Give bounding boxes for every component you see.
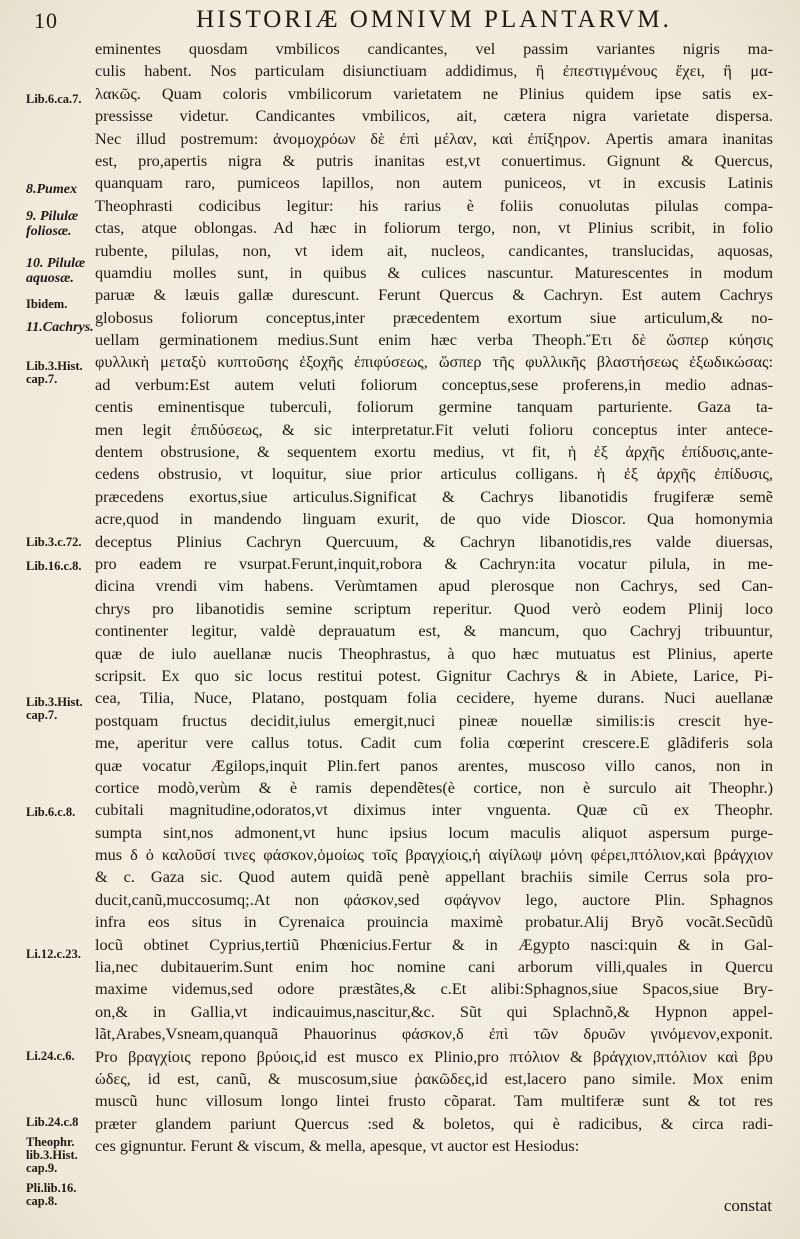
text-line: globosus foliorum conceptus,inter præcedentem exortum siue articulum,& no-	[95, 307, 773, 327]
text-line: scripsit. Ex quo sic locus restitui potest. Gignitur Cachrys & in Abiete, Larice, Pi-	[95, 665, 773, 685]
margin-note: Li.12.c.23.	[26, 947, 81, 961]
text-line: ces gignuntur. Ferunt & viscum, & mella, apesque, vt auctor est Hesiodus:	[95, 1136, 580, 1156]
margin-note: Li.24.c.6.	[26, 1049, 75, 1063]
text-line: Theophrasti codicibus legitur: his rarius è foliis conuolutas pilulas compa-	[95, 195, 773, 215]
text-line: mus δ ὀ καλοῦσί τινες φάσκον,ὁμοίως τοῖς βραγχίοις,ἡ αἰγίλωψ μόνη φέρει,πτόλιον,καὶ βράγχιον	[95, 845, 773, 865]
text-line: uellam germinationem medius.Sunt enim hæc verba Theoph.Ἔτι δὲ ὥσπερ κύησις	[95, 330, 773, 350]
margin-note: Lib.3.c.72.	[26, 535, 82, 549]
text-line: cedens obstrusio, vt loquitur, siue prior articulus colligans. ἡ ἐξ ἀρχῆς ἐπίδυσις,	[95, 464, 773, 484]
text-line: Nec illud postremum: ἀνομοχρόων δὲ ἐπὶ μέλαν, καὶ ἐπίξηρον. Apertis amara inanitas	[95, 128, 773, 148]
margin-note: Lib.3.Hist. cap.7.	[26, 695, 83, 722]
text-line: cea, Tilia, Nuce, Platano, postquam folia cecidere, hyeme durans. Nuci auellanæ	[95, 688, 773, 708]
text-line: rubente, pilulas, non, vt idem ait, nucleos, candicantes, translucidas, aquosas,	[95, 240, 773, 260]
margin-note: 10. Pilulæ aquosæ.	[26, 256, 86, 286]
text-line: ctas, atque oblongas. Ad hæc in foliorum tergo, non, vt Plinius scribit, in folio	[95, 218, 773, 238]
text-line: φυλλικὴ μεταξὺ κυπτοῦσης ἐξοχῆς ἐπιφύσεως, ὥσπερ τῆς φυλλικῆς βλαστήσεως ἐξωδικώσας:	[95, 352, 773, 372]
text-line: muscũ hunc villosum longo lintei frusto cõparat. Tam multiferæ sunt & tot res	[95, 1091, 773, 1111]
margin-note: Lib.24.c.8	[26, 1115, 79, 1129]
text-line: acre,quod in mandendo linguam exurit, de quo vide Dioscor. Qua homonymia	[95, 509, 773, 529]
text-line: infra eos situs in Cyrenaica prouincia maximè probatur.Alij Bryõ vocãt.Secũdũ	[95, 912, 773, 932]
margin-note: Lib.16.c.8.	[26, 559, 82, 573]
text-line: maxime videmus,sed odore præstãtes,& c.Et alibi:Sphagnos,siue Spacos,siue Bry-	[95, 979, 773, 999]
catchword: constat	[723, 1196, 772, 1215]
margin-note: Pli.lib.16. cap.8.	[26, 1181, 77, 1208]
text-line: est, pro,apertis nigra & putris inanitas est,vt conuertimus. Gignunt & Quercus,	[95, 150, 773, 170]
text-line: dentem obstrusione, & sequentem exortu medius, vt fit, ἡ ἐξ ἀρχῆς ἐπίδυσις,ante-	[95, 442, 773, 462]
text-line: pressisse videtur. Candicantes vmbilicos, ait, cætera nigra varietate dispersa.	[95, 106, 773, 126]
running-title: HISTORIÆ OMNIVM PLANTARVM.	[196, 6, 672, 33]
text-line: me, aperitur vere callus totus. Cadit cum folia cœperint crescere.E glãdiferis sola	[95, 733, 773, 753]
body-text	[95, 38, 773, 1158]
text-line: centis eminentisque tuberculi, foliorum germine tanquam parturiente. Gaza ta-	[95, 397, 773, 417]
text-line: chrys pro libanotidis semine scriptum reperitur. Quod verò eodem Plinij loco	[95, 598, 773, 618]
text-line: quamdiu molles sunt, in quibus & culices nascuntur. Maturescentes in modum	[95, 262, 773, 282]
text-line: ad verbum:Est autem veluti foliorum conceptus,sese proferens,in medio adnas-	[95, 374, 773, 394]
text-line: pro eadem re vsurpat.Ferunt,inquit,robora & Cachryn:ita vocatur pilula, in me-	[95, 553, 773, 573]
text-line: cortice modò,verùm & è ramis dependẽtes(è cortice, non è surculo ait Theophr.)	[95, 777, 773, 797]
margin-note: 9. Pilulæ foliosæ.	[26, 209, 79, 239]
text-line: quæ de iulo auellanæ nucis Theophrastus, à quo hæc mutuatus est Plinius, aperte	[95, 643, 773, 663]
text-line: on,& in Gallia,vt indicauimus,nascitur,&c. Sũt qui Splachnõ,& Hypnon appel-	[95, 1001, 773, 1021]
text-line: præter glandem pariunt Quercus :sed & boletos, qui è radicibus, & circa radi-	[95, 1113, 773, 1133]
text-line: quæ vocatur Ægilops,inquit Plin.fert panos arentes, muscoso villo canos, non in	[95, 755, 773, 775]
text-line: culis habent. Nos particulam disiunctiuam addidimus, ἢ ἐπεστιγμένους ἔχει, ἢ μα-	[95, 61, 773, 81]
text-line: eminentes quosdam vmbilicos candicantes, vel passim variantes nigris ma-	[95, 39, 773, 58]
text-line: postquam fructus decidit,iulus emergit,nuci pineæ nouellæ similis:is crescit hye-	[95, 710, 773, 730]
page-number: 10	[34, 8, 58, 33]
text-line: cubitali magnitudine,odoratos,vt diximus inter vnguenta. Quæ cũ ex Theophr.	[95, 800, 773, 820]
text-line: locũ obtinet Cyprius,tertiũ Phœnicius.Fertur & in Ægypto nasci:quin & in Gal-	[95, 934, 773, 954]
text-line: lia,nec dubitauerim.Sunt enim hoc nomine cani arborum villi,quales in Quercu	[95, 957, 773, 977]
text-line: lãt,Arabes,Vsneam,quanquã Phauorinus φάσκον,δ ἐπὶ τῶν δρυῶν γινόμενον,exponit.	[95, 1024, 773, 1044]
margin-note: Lib.3.Hist. cap.7.	[26, 359, 83, 386]
text-line: ώδες, id est, canũ, & muscosum,siue ῥακῶδες,id est,lacero pano simile. Mox enim	[95, 1068, 773, 1088]
margin-note: Theophr. lib.3.Hist. cap.9.	[26, 1135, 78, 1175]
text-line: deceptus Plinius Cachryn Quercuum, & Cachryn libanotidis,res valde diuersas,	[95, 531, 773, 551]
margin-note: 8.Pumex	[26, 182, 77, 197]
margin-note: Lib.6.ca.7.	[26, 92, 82, 106]
text-line: & c. Gaza sic. Quod autem quidã penè appellant brachiis simile Cerrus sola pro-	[95, 867, 773, 887]
text-line: paruæ & læuis gallæ durescunt. Ferunt Quercus & Cachryn. Est autem Cachrys	[95, 285, 773, 305]
page-header	[34, 6, 774, 36]
text-line: λακῶς. Quam coloris vmbilicorum varietatem ne Plinius quidem ipse satis ex-	[95, 83, 773, 103]
text-line: dicina vrendi vim habens. Verùmtamen apud plerosque non Cachrys, sed Can-	[95, 576, 773, 596]
margin-note: Ibidem.	[26, 297, 68, 311]
text-line: quanquam raro, pumiceos lapillos, non autem puniceos, vt in excusis Latinis	[95, 173, 773, 193]
text-line: ducit,canũ,muccosumq;.At non φάσκον,sed σφάγνον lego, auctore Plin. Sphagnos	[95, 889, 773, 909]
margin-notes	[26, 36, 94, 1216]
text-line: Pro βραγχίοις repono βρύοις,id est musco ex Plinio,pro πτόλιον & βράγχιον,πτόλιον καὶ βρυ	[95, 1046, 773, 1066]
margin-note: Lib.6.c.8.	[26, 805, 76, 819]
text-line: continenter legitur, valdè deprauatum est, & mancum, quo Cachryj tribuuntur,	[95, 621, 773, 641]
text-line: sumpta sint,nos admonent,vt hunc ipsius locum maculis aliquot aspersum purge-	[95, 822, 773, 842]
text-line: men legit ἐπιδύσεως, & sic interpretatur.Fit veluti folioru conceptus inter antece-	[95, 419, 773, 439]
margin-note: 11.Cachrys.	[26, 320, 94, 335]
text-line: præcedens exortus,siue articulus.Significat & Cachrys libanotidis frugiferæ semẽ	[95, 486, 773, 506]
